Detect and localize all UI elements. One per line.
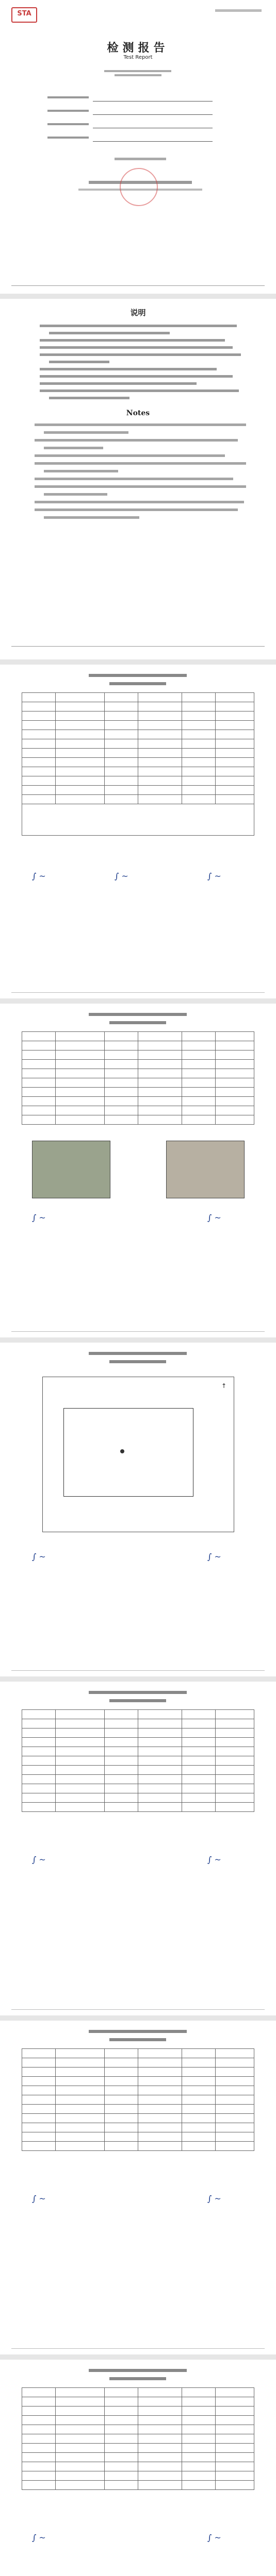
notes-heading-cn: 说明 [130,308,146,317]
signature-mark: ∫ ~ [32,2533,46,2543]
record-page-3 [11,1685,265,2014]
signature-mark: ∫ ~ [207,1855,221,1865]
signature-mark: ∫ ~ [32,871,46,881]
report-title-en: Test Report [123,55,153,60]
page-form-title [109,1021,166,1024]
page-bottom-rule [11,1331,265,1332]
signature-mark: ∫ ~ [207,2194,221,2204]
signature-mark: ∫ ~ [207,2533,221,2543]
page-bottom-rule [11,2009,265,2010]
notes-list-cn [40,325,241,404]
notes-bottom-rule [11,646,265,647]
page-company-name [89,1352,187,1355]
page-bottom-rule [11,992,265,993]
page-form-title [109,1699,166,1702]
cover-fields [47,91,213,144]
signature-mark: ∫ ~ [32,1552,46,1562]
sketch-frame [42,1377,234,1532]
sketch-page [11,1346,265,1675]
page-bottom-rule [11,2348,265,2349]
page-form-title [109,2377,166,2380]
signature-mark: ∫ ~ [32,1855,46,1865]
report-number [215,9,262,12]
signature-mark: ∫ ~ [115,871,128,881]
page-form-title [109,2038,166,2041]
page-bottom-rule [11,1670,265,1671]
signature-mark: ∫ ~ [207,1552,221,1562]
record-table [22,1031,254,1125]
record-table [22,2387,254,2490]
signature-mark: ∫ ~ [32,1213,46,1223]
record-table [22,692,254,836]
notes-list-en [35,423,246,524]
record-table [22,1709,254,1812]
site-photo [32,1141,110,1198]
page-form-title [109,682,166,685]
page-company-name [89,674,187,677]
signature-mark: ∫ ~ [207,871,221,881]
record-page-2 [11,1007,265,1336]
page-company-name [89,1013,187,1016]
page-company-name [89,2030,187,2033]
page-company-name [89,1691,187,1694]
signature-mark: ∫ ~ [32,2194,46,2204]
cover-page [11,3,265,292]
page-form-title [109,1360,166,1363]
report-title-cn: 检测报告 [107,41,169,55]
company-seal [120,168,158,206]
record-page-4 [11,2024,265,2353]
report-id-block [104,68,171,78]
record-page-5 [11,2363,265,2576]
logo-text: STA [17,10,31,18]
north-arrow: ↑ [221,1382,226,1389]
record-table [22,2048,254,2151]
report-date [115,158,166,160]
site-photo [166,1141,245,1198]
sample-point-marker [120,1449,124,1453]
building-outline [63,1408,193,1497]
record-page-1 [11,668,265,997]
logo [11,7,37,23]
signature-mark: ∫ ~ [207,1213,221,1223]
page-company-name [89,2369,187,2372]
notes-page [11,302,265,657]
notes-heading-en: Notes [126,409,150,417]
cover-bottom-rule [11,285,265,286]
